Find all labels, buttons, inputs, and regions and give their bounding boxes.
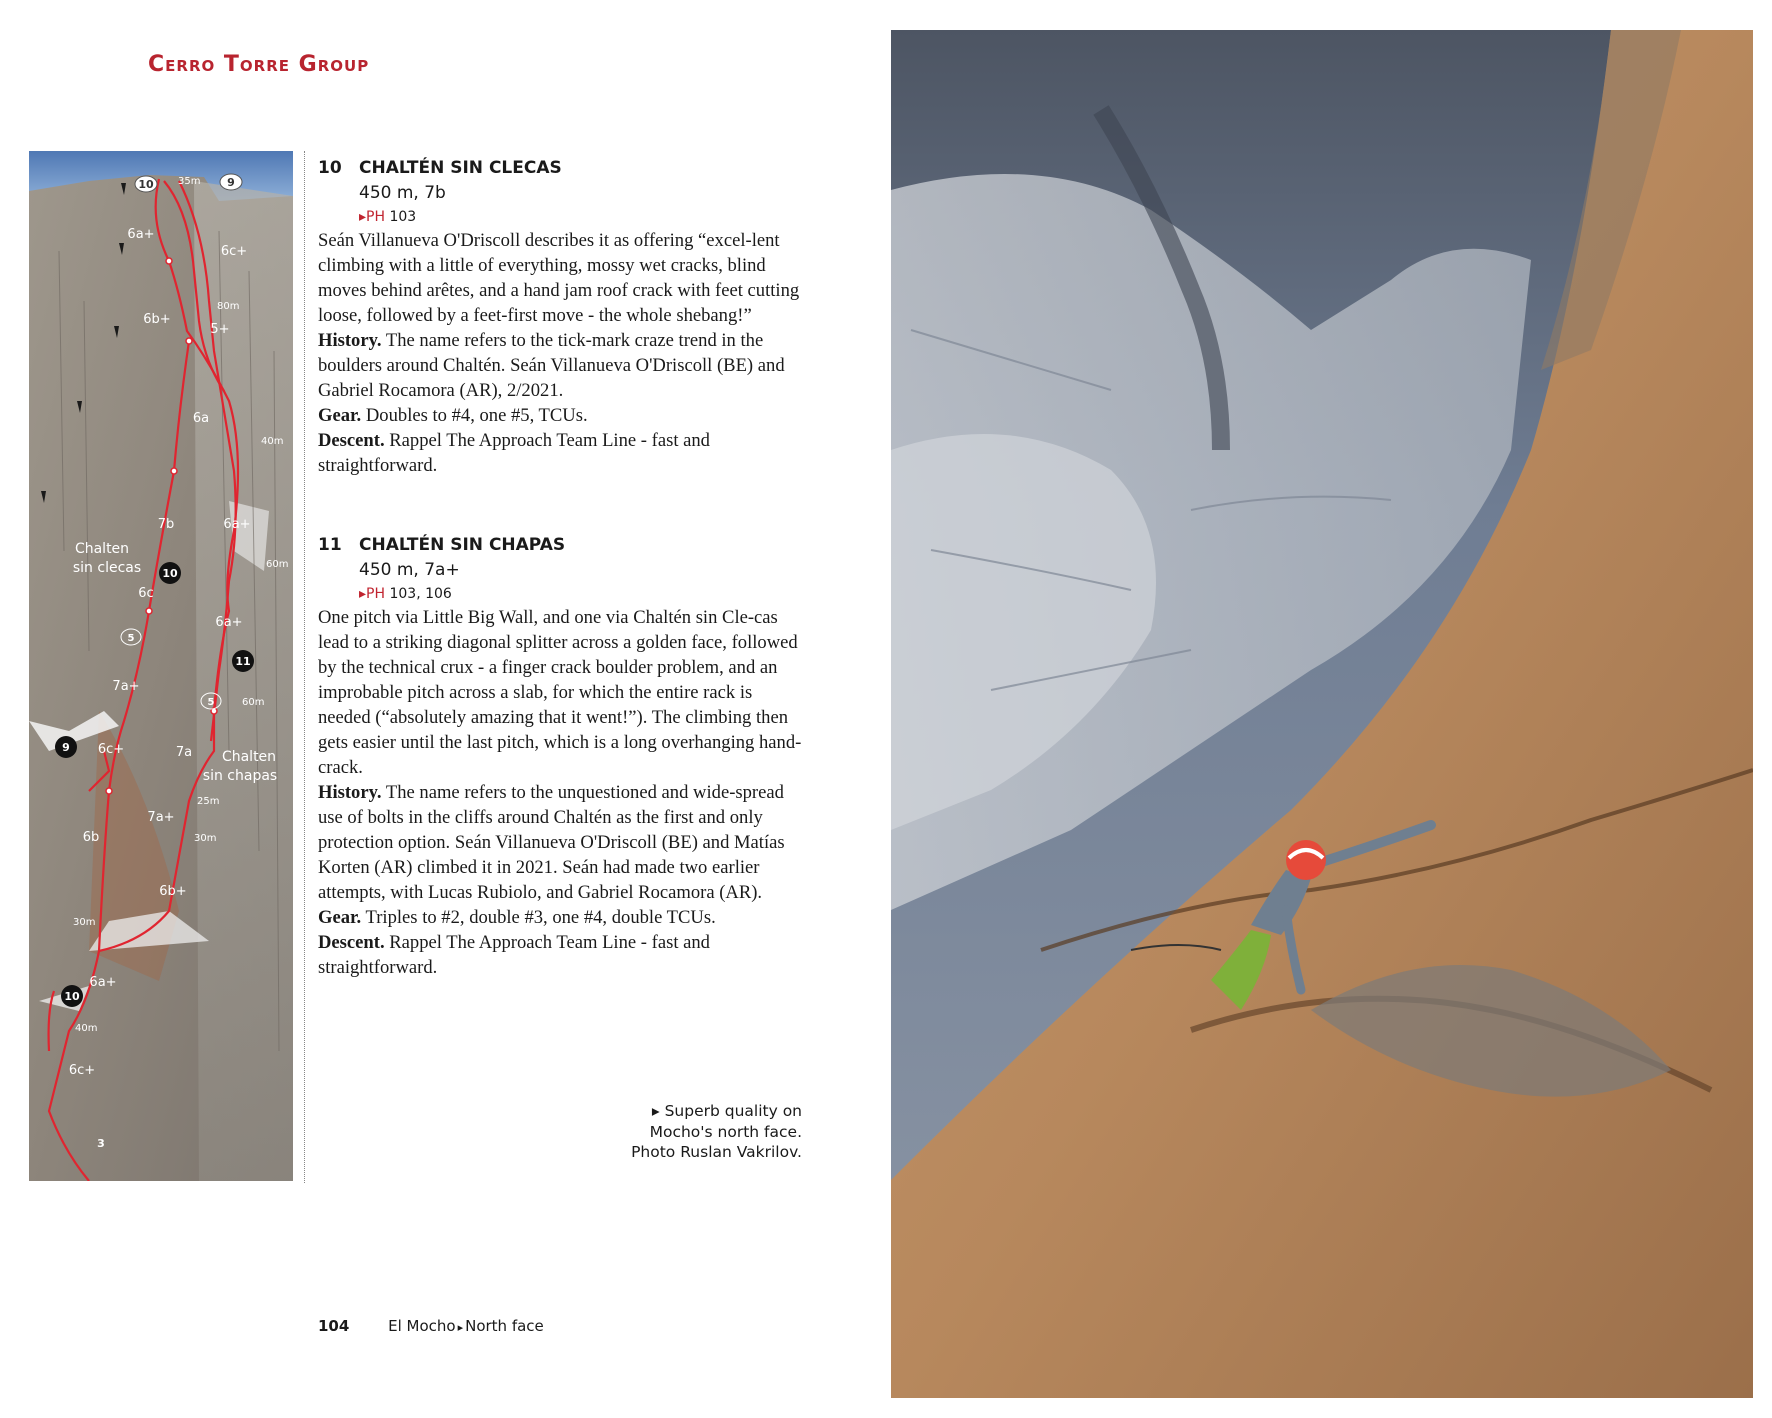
topo-tag: 9: [62, 741, 70, 754]
topo-grade: 6c+: [220, 244, 248, 259]
route-descent: [318, 428, 804, 478]
route-grade: 450 m, 7b: [359, 183, 446, 203]
topo-grade: 6a+: [89, 975, 117, 990]
topo-length: 30m: [73, 917, 96, 928]
gear-label: Gear.: [318, 907, 362, 928]
topo-grade: 7a: [175, 745, 193, 760]
topo-length: 35m: [178, 176, 201, 187]
photo-ref-label: ▸PH: [359, 586, 386, 602]
topo-length: 25m: [197, 796, 220, 807]
gear-label: Gear.: [318, 405, 362, 426]
topo-tag: 3: [97, 1137, 105, 1150]
topo-grade: 6b+: [143, 312, 171, 327]
topo-route-label: Chalten: [221, 749, 277, 765]
topo-grade: 7a+: [112, 679, 140, 694]
topo-tag: 10: [162, 567, 178, 580]
topo-length: 40m: [75, 1023, 98, 1034]
breadcrumb-separator-icon: ▸: [457, 1321, 464, 1334]
route-gear: [318, 905, 804, 930]
history-text: The name refers to the tick-mark craze trend in the boulders around Chaltén. Seán Villanueva O'Driscoll (BE) and Gabriel Rocamora (AR), 2/2021.: [318, 330, 785, 401]
route-number: 11: [318, 535, 342, 555]
topo-grade: 6b+: [159, 884, 187, 899]
route-name: CHALTÉN SIN CHAPAS: [359, 535, 566, 555]
topo-length: 60m: [266, 559, 289, 570]
topo-grade: 6a+: [127, 227, 155, 242]
descent-label: Descent.: [318, 430, 385, 451]
history-label: History.: [318, 330, 382, 351]
descent-label: Descent.: [318, 932, 385, 953]
photo-caption: [602, 1101, 802, 1163]
topo-length: 60m: [242, 697, 265, 708]
route-history: [318, 780, 804, 905]
topo-route-label: sin chapas: [202, 768, 278, 784]
topo-grade: 7a+: [147, 810, 175, 825]
route-name: CHALTÉN SIN CLECAS: [359, 158, 562, 178]
topo-grade: 6c+: [97, 742, 125, 757]
photo-ref-pages: 103: [389, 209, 417, 225]
gear-text: Doubles to #4, one #5, TCUs.: [365, 405, 588, 426]
route-history: [318, 328, 804, 403]
climbing-photo-svg: [891, 30, 1753, 1398]
topo-tag: 10: [138, 178, 154, 191]
history-label: History.: [318, 782, 382, 803]
history-text: The name refers to the unquestioned and wide-spread use of bolts in the cliffs around Chaltén as the first and only protection option. Seán Villanueva O'Driscoll (BE) and Matías Korten (AR) climbed it in 2021. Seán had made two earlier attempts, with Lucas Rubiolo, and Gabriel Rocamora (AR).: [318, 782, 785, 903]
photo-ref-label: ▸PH: [359, 209, 386, 225]
caption-text: Superb quality on Mocho's north face. Photo Ruslan Vakrilov.: [631, 1102, 802, 1161]
topo-grade: 6a+: [215, 615, 243, 630]
caption-triangle-icon: ▸: [651, 1102, 665, 1120]
topo-tag: 5: [127, 633, 135, 644]
topo-grade: 6a: [192, 411, 210, 426]
route-photo-ref: [359, 206, 804, 228]
topo-grade: 6a+: [223, 517, 251, 532]
topo-length: 80m: [217, 301, 240, 312]
topo-grade: 6c+: [68, 1063, 96, 1078]
route-gear: [318, 403, 804, 428]
topo-grade: 6b: [82, 830, 100, 845]
page-number: 104: [318, 1317, 350, 1335]
topo-tag: 9: [227, 176, 235, 189]
section-title: Cerro Torre Group: [148, 52, 370, 77]
photo-ref-pages: 103, 106: [389, 586, 452, 602]
descent-text: Rappel The Approach Team Line - fast and straightforward.: [318, 430, 710, 476]
topo-route-label: sin clecas: [72, 560, 142, 576]
topo-length: 40m: [261, 436, 284, 447]
route-entry: [318, 156, 804, 478]
topo-length: 30m: [194, 833, 217, 844]
topo-tag: 10: [64, 990, 80, 1003]
column-divider: [304, 151, 305, 1183]
topo-grade: 6c: [138, 586, 154, 601]
route-description: Seán Villanueva O'Driscoll describes it as offering “excel-lent climbing with a little of everything, mossy wet cracks, blind moves behind arêtes, and a hand jam roof crack with feet cutting loose, followed by a feet-first move - the whole shebang!”: [318, 230, 800, 326]
gear-text: Triples to #2, double #3, one #4, double TCUs.: [365, 907, 716, 928]
route-number: 10: [318, 158, 342, 178]
topo-image: [29, 151, 293, 1181]
topo-route-label: Chalten: [74, 541, 130, 557]
page-footer: [318, 1317, 544, 1335]
route-descent: [318, 930, 804, 980]
descent-text: Rappel The Approach Team Line - fast and straightforward.: [318, 932, 710, 978]
route-entry: [318, 533, 804, 980]
route-photo-ref: [359, 583, 804, 605]
topo-svg: [29, 151, 293, 1181]
climbing-photo: [891, 30, 1753, 1398]
topo-grade: 5+: [210, 322, 230, 337]
route-grade: 450 m, 7a+: [359, 560, 460, 580]
breadcrumb-subsection: North face: [465, 1317, 544, 1335]
route-heading: [318, 156, 804, 181]
breadcrumb-section: El Mocho: [388, 1317, 456, 1335]
topo-tag: 5: [207, 697, 215, 708]
topo-grade: 7b: [157, 517, 175, 532]
route-heading: [318, 533, 804, 558]
route-description: One pitch via Little Big Wall, and one via Chaltén sin Cle-cas lead to a striking diagonal splitter across a golden face, followed by the technical crux - a finger crack boulder problem, and an improbable pitch across a slab, for which the entire rack is needed (“absolutely amazing that it went!”). The climbing then gets easier until the last pitch, which is a long overhanging hand-crack.: [318, 607, 802, 778]
topo-tag: 11: [235, 655, 251, 668]
